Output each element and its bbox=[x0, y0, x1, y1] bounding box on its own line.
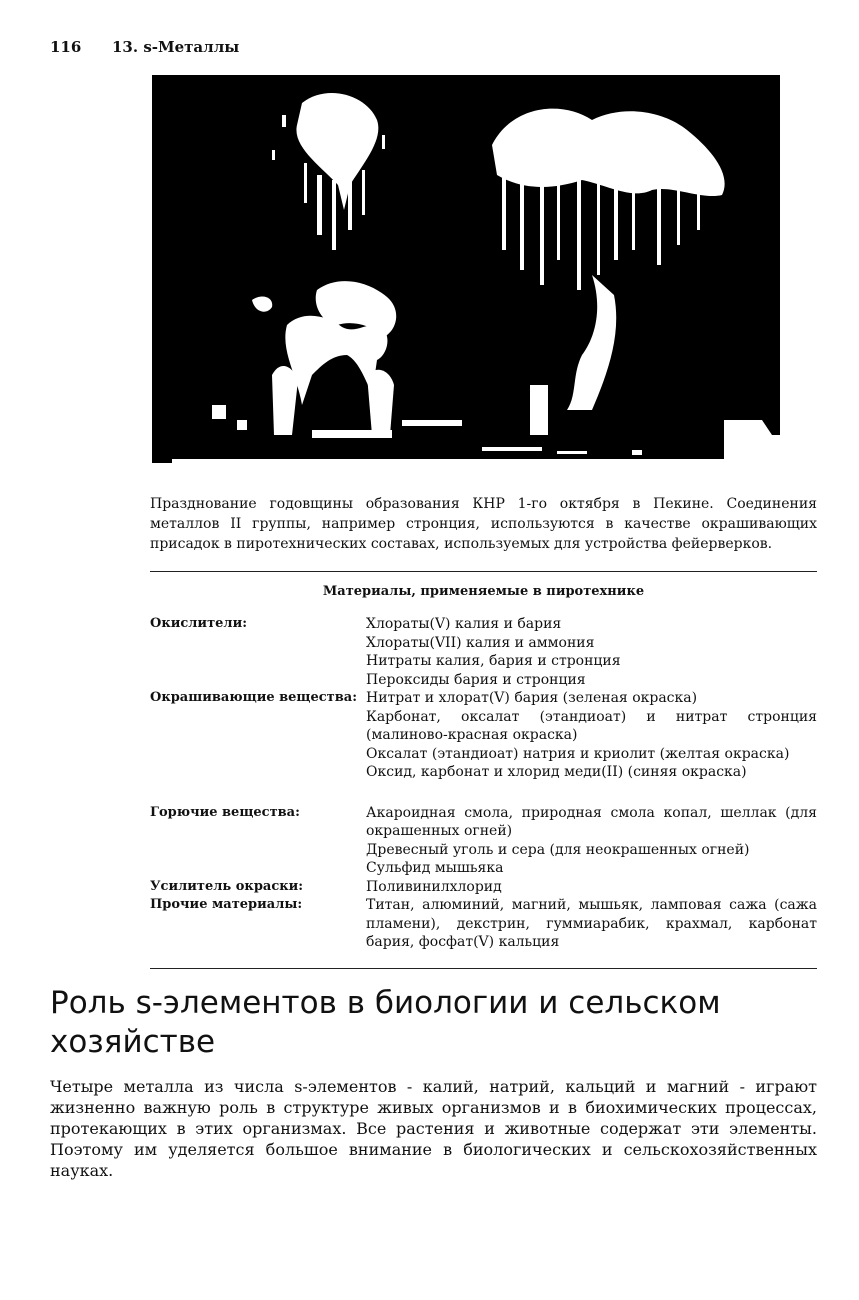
table-row bbox=[150, 615, 817, 689]
section-heading: Роль s-элементов в биологии и сельском хозяйстве bbox=[50, 985, 721, 1060]
list-item: Пероксиды бария и стронция bbox=[366, 671, 586, 688]
row-label: Окрашивающие вещества: bbox=[150, 690, 357, 705]
table-title: Материалы, применяемые в пиротехнике bbox=[322, 584, 645, 599]
row-values bbox=[366, 878, 817, 897]
row-label: Усилитель окраски: bbox=[150, 878, 304, 894]
row-label: Прочие материалы: bbox=[150, 897, 303, 912]
list-item: Акароидная смола, природная смола копал, шеллак (для окрашенных огней) bbox=[366, 804, 817, 839]
list-item: Древесный уголь и сера (для неокрашенных огней) bbox=[366, 841, 750, 858]
row-values bbox=[366, 782, 817, 878]
list-item: Карбонат, оксалат (этандиоат) и нитрат стронция (малиново-красная окраска) bbox=[366, 708, 817, 743]
table-top-rule bbox=[150, 571, 817, 572]
list-item: Нитрат и хлорат(V) бария (зеленая окраска) bbox=[366, 690, 698, 706]
list-item: Оксалат (этандиоат) натрия и криолит (желтая окраска) bbox=[366, 745, 790, 762]
table-row bbox=[150, 689, 817, 782]
row-values bbox=[366, 689, 817, 782]
row-label: Окислители: bbox=[150, 616, 248, 631]
figure-caption: Празднование годовщины образования КНР 1-го октября в Пекине. Соединения металлов II группы, например стронция, используются в качестве окрашивающих присадок в пиротехнических составах, используемых для устройства фейерверков. bbox=[150, 496, 817, 552]
table-bottom-rule bbox=[150, 968, 817, 969]
table-row bbox=[150, 878, 817, 897]
table-row bbox=[150, 896, 817, 952]
list-item: Оксид, карбонат и хлорид меди(II) (синяя окраска) bbox=[366, 764, 747, 780]
row-values bbox=[366, 615, 817, 689]
list-item: Хлораты(VII) калия и аммония bbox=[366, 634, 595, 651]
row-label: Горючие вещества: bbox=[150, 804, 300, 820]
table-row bbox=[150, 782, 817, 878]
fireworks-photo bbox=[152, 75, 780, 463]
chapter-title: 13. s-Металлы bbox=[112, 38, 240, 56]
list-item: Хлораты(V) калия и бария bbox=[366, 616, 562, 632]
page-header bbox=[50, 38, 239, 56]
page-number: 116 bbox=[50, 38, 82, 56]
pyrotechnics-materials-table bbox=[150, 615, 817, 952]
list-item: Нитраты калия, бария и стронция bbox=[366, 653, 621, 669]
list-item: Сульфид мышьяка bbox=[366, 860, 504, 876]
row-values bbox=[366, 896, 817, 952]
list-item: Титан, алюминий, магний, мышьяк, ламповая сажа (сажа пламени), декстрин, гуммиарабик, крахмал, карбонат бария, фосфат(V) кальция bbox=[366, 897, 817, 950]
section-paragraph: Четыре металла из числа s-элементов - калий, натрий, кальций и магний - играют жизненно важную роль в структуре живых организмов и в биохимических процессах, протекающих в этих организмах. Все растения и животные содержат эти элементы. Поэтому им уделяется большое внимание в биологических и сельскохозяйственных науках. bbox=[50, 1077, 817, 1180]
list-item: Поливинилхлорид bbox=[366, 878, 502, 895]
